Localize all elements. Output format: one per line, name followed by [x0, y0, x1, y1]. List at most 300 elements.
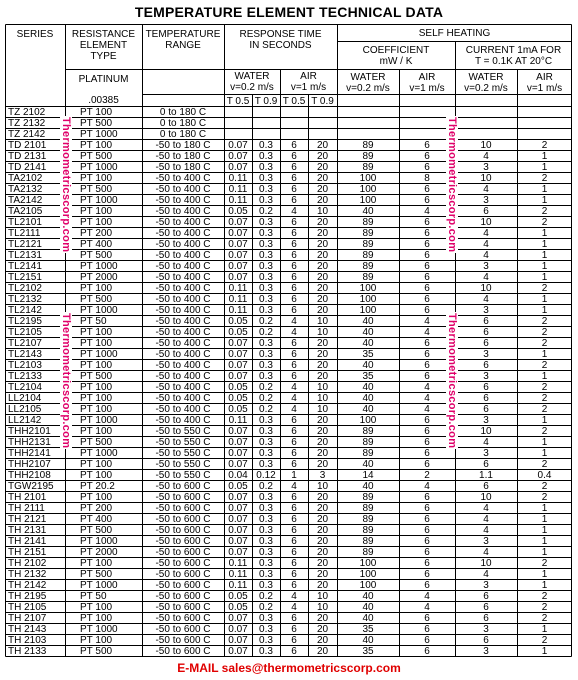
- table-row: [5, 558, 572, 569]
- cell-current-water: 4: [483, 239, 489, 250]
- cell-series: TD 2101: [8, 140, 47, 151]
- cell-coef-water: 89: [362, 492, 374, 503]
- cell-temp-range: -50 to 550 C: [155, 448, 211, 459]
- cell-air-t09: 20: [316, 217, 329, 228]
- cell-air-t09: 20: [316, 624, 329, 635]
- header-cur-air-line1: AIR: [536, 72, 553, 83]
- header-coef-air-line1: AIR: [418, 72, 436, 83]
- cell-air-t09: 20: [316, 173, 329, 184]
- header-cur-water-line1: WATER: [468, 72, 504, 83]
- cell-current-water: 3: [483, 349, 489, 360]
- cell-temp-range: -50 to 400 C: [155, 382, 211, 393]
- cell-current-air: 1: [541, 162, 548, 173]
- table-row: [5, 228, 572, 239]
- header-air-line1: AIR: [300, 71, 317, 82]
- cell-air-t09: 20: [316, 195, 329, 206]
- cell-water-t05: 0.07: [228, 250, 248, 261]
- cell-element-type: PT 100: [80, 426, 113, 437]
- header-air-t05: T 0.5: [282, 96, 306, 107]
- cell-coef-air: 2: [424, 470, 430, 481]
- cell-water-t09: 0.3: [259, 283, 273, 294]
- cell-coef-air: 6: [424, 360, 430, 371]
- header-air-line2: v=1 m/s: [290, 82, 327, 93]
- cell-current-water: 3: [483, 580, 489, 591]
- cell-water-t09: 0.3: [259, 547, 273, 558]
- cell-water-t05: 0.07: [228, 646, 248, 657]
- header-coefficient: [337, 45, 455, 67]
- header-resistance: [65, 29, 142, 62]
- cell-series: TL2131: [8, 250, 42, 261]
- cell-current-air: 1: [541, 250, 548, 261]
- cell-element-type: PT 100: [80, 393, 113, 404]
- cell-coef-water: 100: [359, 569, 377, 580]
- cell-temp-range: -50 to 550 C: [155, 459, 211, 470]
- header-water-line2: v=0.2 m/s: [230, 82, 274, 93]
- cell-temp-range: -50 to 400 C: [155, 217, 211, 228]
- cell-coef-air: 6: [424, 228, 430, 239]
- cell-element-type: PT 500: [80, 184, 113, 195]
- cell-air-t05: 6: [291, 624, 297, 635]
- cell-water-t05: 0.07: [228, 371, 248, 382]
- cell-current-water: 6: [483, 316, 489, 327]
- cell-current-air: 1: [541, 580, 548, 591]
- cell-air-t09: 20: [316, 151, 329, 162]
- cell-coef-air: 6: [424, 371, 430, 382]
- cell-temp-range: -50 to 600 C: [155, 481, 211, 492]
- cell-current-air: 1: [541, 272, 548, 283]
- table-row: [5, 426, 572, 437]
- cell-current-air: 1: [541, 261, 548, 272]
- cell-current-water: 6: [483, 404, 489, 415]
- table-row: [5, 536, 572, 547]
- cell-temp-range: -50 to 600 C: [155, 635, 211, 646]
- cell-air-t09: 20: [316, 492, 329, 503]
- table-row: [5, 470, 572, 481]
- cell-temp-range: -50 to 600 C: [155, 591, 211, 602]
- cell-element-type: PT 100: [80, 459, 113, 470]
- cell-water-t09: 0.3: [259, 217, 273, 228]
- cell-current-air: 2: [541, 316, 548, 327]
- cell-air-t09: 20: [316, 503, 329, 514]
- cell-water-t09: 0.2: [259, 481, 273, 492]
- table-row: [5, 404, 572, 415]
- cell-element-type: PT 500: [80, 371, 113, 382]
- cell-coef-water: 14: [362, 470, 374, 481]
- cell-coef-water: 40: [362, 316, 374, 327]
- cell-series: THH2131: [8, 437, 51, 448]
- table-row: [5, 305, 572, 316]
- cell-coef-air: 6: [424, 613, 430, 624]
- cell-water-t09: 0.3: [259, 140, 273, 151]
- cell-water-t05: 0.05: [228, 591, 248, 602]
- cell-water-t05: 0.07: [228, 448, 248, 459]
- cell-water-t09: 0.3: [259, 371, 273, 382]
- cell-air-t09: 10: [316, 404, 329, 415]
- table-row: [5, 239, 572, 250]
- cell-coef-water: 89: [362, 217, 374, 228]
- table-row: [5, 415, 572, 426]
- cell-element-type: PT 50: [80, 591, 107, 602]
- cell-water-t05: 0.07: [228, 239, 248, 250]
- cell-temp-range: -50 to 400 C: [155, 272, 211, 283]
- cell-series: TA2105: [8, 206, 43, 217]
- cell-air-t05: 6: [291, 525, 297, 536]
- cell-air-t05: 1: [291, 470, 297, 481]
- cell-water-t05: 0.05: [228, 316, 248, 327]
- cell-air-t05: 6: [291, 250, 297, 261]
- cell-coef-water: 89: [362, 261, 374, 272]
- cell-series: TH 2143: [8, 624, 47, 635]
- cell-air-t05: 6: [291, 459, 297, 470]
- cell-air-t09: 20: [316, 338, 329, 349]
- cell-current-air: 2: [541, 140, 548, 151]
- cell-series: THH2108: [8, 470, 51, 481]
- cell-current-water: 6: [483, 338, 489, 349]
- header-cur-water: [455, 72, 517, 94]
- cell-coef-air: 6: [424, 261, 430, 272]
- cell-current-air: 1: [541, 536, 548, 547]
- cell-temp-range: -50 to 400 C: [155, 360, 211, 371]
- cell-current-water: 6: [483, 602, 489, 613]
- cell-coef-air: 6: [424, 426, 430, 437]
- cell-current-water: 6: [483, 393, 489, 404]
- cell-current-water: 10: [480, 492, 492, 503]
- cell-current-water: 1.1: [479, 470, 493, 481]
- cell-current-water: 4: [483, 272, 489, 283]
- table-row: [5, 294, 572, 305]
- header-resistance-line3: TYPE: [90, 51, 117, 62]
- table-row: [5, 349, 572, 360]
- cell-air-t09: 20: [316, 228, 329, 239]
- table-row: [5, 272, 572, 283]
- cell-element-type: PT 50: [80, 316, 107, 327]
- header-water-t05: T 0.5: [226, 96, 250, 107]
- cell-water-t05: 0.07: [228, 338, 248, 349]
- cell-water-t05: 0.11: [228, 283, 248, 294]
- cell-temp-range: -50 to 400 C: [155, 404, 211, 415]
- cell-coef-air: 4: [424, 327, 430, 338]
- cell-coef-water: 40: [362, 635, 374, 646]
- table-row: [5, 393, 572, 404]
- table-row: [5, 283, 572, 294]
- cell-current-air: 1: [541, 239, 548, 250]
- cell-water-t09: 0.3: [259, 261, 273, 272]
- cell-air-t05: 6: [291, 360, 297, 371]
- cell-current-water: 3: [483, 162, 489, 173]
- table-row: [5, 118, 572, 129]
- cell-temp-range: -50 to 600 C: [155, 602, 211, 613]
- cell-element-type: PT 1000: [80, 536, 118, 547]
- cell-current-water: 10: [480, 558, 492, 569]
- cell-current-air: 2: [541, 173, 548, 184]
- cell-series: TH 2111: [8, 503, 45, 514]
- cell-coef-water: 89: [362, 228, 374, 239]
- cell-element-type: PT 500: [80, 118, 113, 129]
- header-current-line1: CURRENT 1mA FOR: [465, 45, 562, 56]
- cell-current-water: 4: [483, 569, 489, 580]
- table-row: [5, 316, 572, 327]
- cell-air-t09: 20: [316, 514, 329, 525]
- cell-air-t09: 20: [316, 283, 329, 294]
- cell-coef-air: 6: [424, 195, 430, 206]
- cell-air-t05: 4: [291, 404, 297, 415]
- cell-element-type: PT 100: [80, 217, 113, 228]
- table-row: [5, 151, 572, 162]
- cell-air-t09: 20: [316, 448, 329, 459]
- cell-current-water: 6: [483, 591, 489, 602]
- cell-current-water: 4: [483, 184, 489, 195]
- header-coef-air-line2: v=1 m/s: [409, 83, 445, 94]
- cell-coef-air: 6: [424, 283, 430, 294]
- cell-water-t09: 0.3: [259, 162, 273, 173]
- cell-coef-air: 4: [424, 481, 430, 492]
- cell-coef-air: 6: [424, 646, 430, 657]
- cell-element-type: PT 1000: [80, 129, 118, 140]
- cell-element-type: PT 500: [80, 646, 113, 657]
- cell-water-t05: 0.11: [228, 558, 248, 569]
- cell-coef-water: 40: [362, 206, 374, 217]
- cell-water-t05: 0.07: [228, 162, 248, 173]
- cell-element-type: PT 100: [80, 283, 113, 294]
- cell-water-t05: 0.07: [228, 503, 248, 514]
- header-cur-water-line2: v=0.2 m/s: [464, 83, 508, 94]
- cell-temp-range: -50 to 400 C: [155, 283, 211, 294]
- cell-water-t05: 0.07: [228, 349, 248, 360]
- cell-coef-water: 100: [359, 283, 377, 294]
- cell-coef-water: 89: [362, 437, 374, 448]
- cell-series: TL2102: [8, 283, 42, 294]
- cell-temp-range: -50 to 550 C: [155, 426, 211, 437]
- cell-series: LL2104: [8, 393, 42, 404]
- cell-series: TH 2142: [8, 580, 47, 591]
- cell-coef-air: 6: [424, 503, 430, 514]
- cell-water-t09: 0.3: [259, 173, 273, 184]
- cell-current-air: 1: [541, 305, 548, 316]
- cell-current-air: 2: [541, 459, 548, 470]
- cell-temp-range: -50 to 180 C: [155, 140, 211, 151]
- cell-element-type: PT 1000: [80, 305, 118, 316]
- header-temp-line1: TEMPERATURE: [145, 29, 221, 40]
- cell-coef-water: 35: [362, 349, 374, 360]
- cell-element-type: PT 400: [80, 239, 113, 250]
- cell-current-air: 2: [541, 558, 548, 569]
- cell-air-t05: 6: [291, 448, 297, 459]
- cell-temp-range: -50 to 400 C: [155, 261, 211, 272]
- cell-coef-water: 100: [359, 195, 377, 206]
- cell-coef-water: 89: [362, 525, 374, 536]
- cell-air-t09: 10: [316, 591, 329, 602]
- cell-temp-range: -50 to 400 C: [155, 173, 211, 184]
- cell-water-t09: 0.3: [259, 503, 273, 514]
- table-row: [5, 602, 572, 613]
- cell-series: TH 2131: [8, 525, 47, 536]
- cell-air-t05: 6: [291, 547, 297, 558]
- cell-water-t05: 0.07: [228, 613, 248, 624]
- cell-water-t09: 0.3: [259, 294, 273, 305]
- cell-coef-air: 6: [424, 437, 430, 448]
- cell-coef-air: 6: [424, 239, 430, 250]
- cell-series: TH 2195: [8, 591, 47, 602]
- cell-water-t05: 0.05: [228, 404, 248, 415]
- table-row: [5, 514, 572, 525]
- cell-air-t05: 6: [291, 646, 297, 657]
- cell-water-t09: 0.3: [259, 338, 273, 349]
- table-row: [5, 261, 572, 272]
- cell-air-t05: 4: [291, 316, 297, 327]
- cell-series: TL2142: [8, 305, 42, 316]
- header-alpha: .00385: [88, 95, 119, 106]
- cell-current-water: 4: [483, 228, 489, 239]
- cell-water-t05: 0.05: [228, 602, 248, 613]
- cell-current-air: 1: [541, 514, 548, 525]
- cell-coef-air: 6: [424, 459, 430, 470]
- cell-air-t05: 6: [291, 536, 297, 547]
- cell-coef-air: 4: [424, 393, 430, 404]
- cell-coef-air: 6: [424, 305, 430, 316]
- cell-series: TH 2101: [8, 492, 47, 503]
- cell-air-t09: 3: [319, 470, 326, 481]
- cell-coef-water: 40: [362, 327, 374, 338]
- cell-water-t05: 0.07: [228, 525, 248, 536]
- cell-element-type: PT 100: [80, 635, 113, 646]
- cell-element-type: PT 100: [80, 107, 113, 118]
- cell-water-t05: 0.07: [228, 272, 248, 283]
- cell-coef-water: 35: [362, 624, 374, 635]
- cell-air-t09: 20: [316, 239, 329, 250]
- header-coef-water-line1: WATER: [350, 72, 386, 83]
- cell-air-t09: 20: [316, 294, 329, 305]
- cell-current-water: 3: [483, 448, 489, 459]
- cell-water-t09: 0.2: [259, 382, 273, 393]
- cell-water-t09: 0.3: [259, 228, 273, 239]
- cell-water-t09: 0.3: [259, 624, 273, 635]
- cell-air-t09: 20: [316, 305, 329, 316]
- cell-element-type: PT 1000: [80, 448, 118, 459]
- cell-air-t09: 20: [316, 272, 329, 283]
- cell-coef-air: 6: [424, 536, 430, 547]
- cell-coef-water: 100: [359, 294, 377, 305]
- cell-air-t09: 20: [316, 250, 329, 261]
- table-row: [5, 371, 572, 382]
- cell-coef-water: 100: [359, 305, 377, 316]
- cell-coef-water: 89: [362, 162, 374, 173]
- cell-current-water: 3: [483, 646, 489, 657]
- cell-air-t05: 6: [291, 635, 297, 646]
- cell-water-t05: 0.07: [228, 514, 248, 525]
- cell-water-t05: 0.07: [228, 426, 248, 437]
- cell-current-water: 4: [483, 151, 489, 162]
- cell-coef-water: 89: [362, 536, 374, 547]
- header-air-t09: T 0.9: [311, 96, 334, 107]
- page-title: TEMPERATURE ELEMENT TECHNICAL DATA: [134, 4, 444, 20]
- cell-air-t05: 6: [291, 217, 297, 228]
- cell-element-type: PT 100: [80, 613, 113, 624]
- cell-air-t05: 6: [291, 349, 297, 360]
- cell-current-water: 6: [483, 360, 489, 371]
- cell-series: TH 2103: [8, 635, 47, 646]
- cell-air-t09: 20: [316, 569, 329, 580]
- cell-water-t05: 0.07: [228, 360, 248, 371]
- header-coef-water: [337, 72, 399, 94]
- cell-series: TZ 2102: [8, 107, 46, 118]
- cell-current-water: 10: [480, 283, 492, 294]
- cell-air-t09: 20: [316, 371, 329, 382]
- cell-element-type: PT 2000: [80, 547, 118, 558]
- cell-series: LL2105: [8, 404, 42, 415]
- cell-element-type: PT 500: [80, 437, 113, 448]
- cell-water-t09: 0.2: [259, 206, 273, 217]
- cell-water-t05: 0.07: [228, 140, 248, 151]
- cell-water-t09: 0.3: [259, 151, 273, 162]
- cell-air-t05: 6: [291, 514, 297, 525]
- cell-water-t05: 0.11: [228, 294, 248, 305]
- cell-air-t09: 20: [316, 140, 329, 151]
- cell-temp-range: -50 to 400 C: [155, 338, 211, 349]
- table-row: [5, 624, 572, 635]
- watermark-right-top: Thermometricscorp.com: [446, 117, 458, 253]
- cell-element-type: PT 100: [80, 327, 113, 338]
- cell-element-type: PT 2000: [80, 272, 118, 283]
- cell-water-t09: 0.3: [259, 536, 273, 547]
- cell-air-t09: 10: [316, 327, 329, 338]
- cell-air-t05: 6: [291, 371, 297, 382]
- cell-coef-water: 40: [362, 613, 374, 624]
- cell-air-t09: 20: [316, 580, 329, 591]
- cell-air-t05: 6: [291, 283, 297, 294]
- cell-temp-range: -50 to 400 C: [155, 327, 211, 338]
- cell-air-t05: 6: [291, 426, 297, 437]
- cell-element-type: PT 500: [80, 250, 113, 261]
- cell-coef-air: 6: [424, 558, 430, 569]
- header-temp-range: [142, 29, 224, 51]
- cell-current-air: 2: [541, 360, 548, 371]
- cell-temp-range: -50 to 600 C: [155, 624, 211, 635]
- table-row: [5, 503, 572, 514]
- cell-water-t05: 0.05: [228, 206, 248, 217]
- cell-water-t09: 0.2: [259, 404, 273, 415]
- cell-temp-range: -50 to 400 C: [155, 228, 211, 239]
- cell-current-air: 1: [541, 294, 548, 305]
- header-resistance-line2: ELEMENT: [79, 40, 128, 51]
- cell-current-water: 10: [480, 217, 492, 228]
- cell-current-air: 2: [541, 338, 548, 349]
- cell-coef-water: 40: [362, 382, 374, 393]
- cell-series: TL2121: [8, 239, 42, 250]
- cell-coef-air: 6: [424, 569, 430, 580]
- cell-element-type: PT 1000: [80, 261, 118, 272]
- cell-air-t05: 6: [291, 162, 297, 173]
- cell-air-t09: 20: [316, 349, 329, 360]
- cell-water-t09: 0.3: [259, 305, 273, 316]
- cell-water-t09: 0.2: [259, 591, 273, 602]
- cell-air-t05: 6: [291, 272, 297, 283]
- cell-temp-range: -50 to 550 C: [155, 470, 211, 481]
- cell-current-water: 4: [483, 547, 489, 558]
- cell-coef-water: 89: [362, 426, 374, 437]
- cell-water-t09: 0.3: [259, 635, 273, 646]
- cell-current-air: 1: [541, 437, 548, 448]
- header-resistance-line1: RESISTANCE: [71, 29, 136, 40]
- cell-series: TZ 2132: [8, 118, 46, 129]
- cell-air-t09: 20: [316, 437, 329, 448]
- cell-element-type: PT 100: [80, 173, 113, 184]
- cell-current-water: 3: [483, 305, 489, 316]
- cell-series: TH 2107: [8, 613, 47, 624]
- cell-air-t05: 4: [291, 327, 297, 338]
- cell-series: THH2107: [8, 459, 51, 470]
- header-response-line2: IN SECONDS: [249, 40, 312, 51]
- cell-air-t09: 10: [316, 481, 329, 492]
